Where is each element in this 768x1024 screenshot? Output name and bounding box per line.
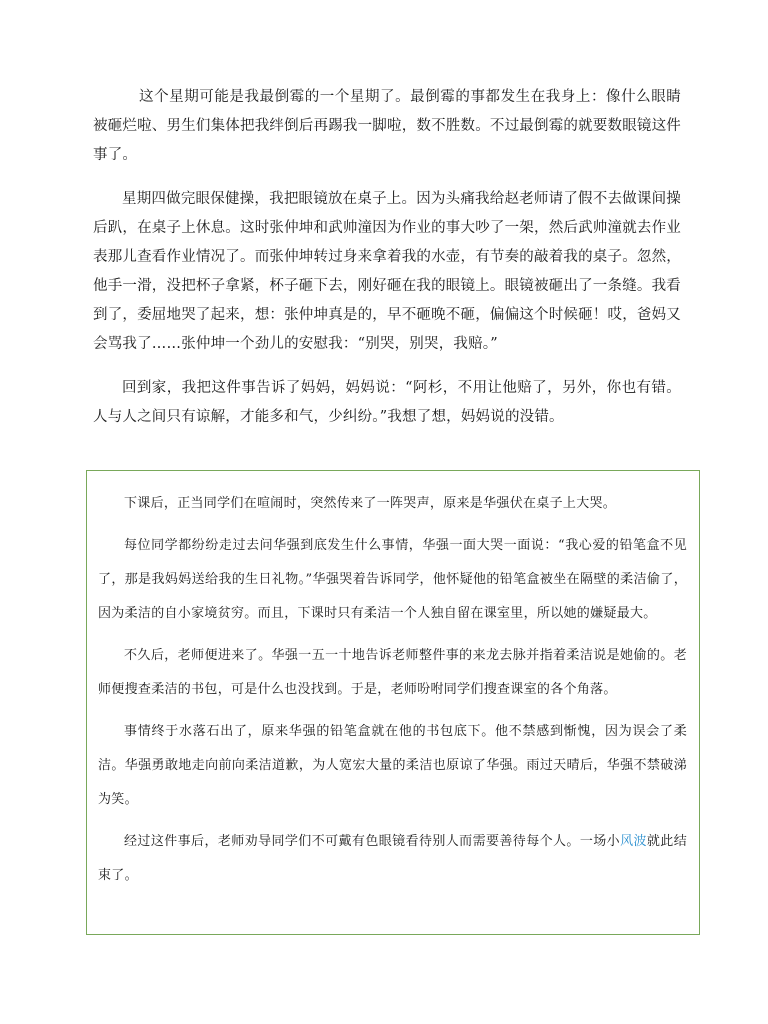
story-paragraph-2: 每位同学都纷纷走过去问华强到底发生什么事情，华强一面大哭一面说：“我心爱的铅笔盒不见了，那是我妈妈送给我的生日礼物。”华强哭着告诉同学，他怀疑他的铅笔盒被坐在隔壁的柔洁偷了，因为柔洁的自小家境贫穷。而且，下课时只有柔洁一个人独自留在课室里，所以她的嫌疑最大。 (98, 538, 687, 621)
storm-link[interactable]: 风波 (620, 834, 647, 849)
story-paragraph-5-start: 经过这件事后，老师劝导同学们不可戴有色眼镜看待别人而需要善待每个人。一场小 (124, 834, 621, 849)
story-paragraph-1: 下课后，正当同学们在喧闹时，突然传来了一阵哭声，原来是华强伏在桌子上大哭。 (124, 496, 617, 511)
essay-paragraph-2: 星期四做完眼保健操，我把眼镜放在桌子上。因为头痛我给赵老师请了假不去做课间操后趴，在桌子上休息。这时张仲坤和武帅潼因为作业的事大吵了一架，然后武帅潼就去作业表那儿查看作业情况了。而张仲坤转过身来拿着我的水壶，有节奏的敲着我的桌子。忽然，他手一滑，没把杯子拿紧，杯子砸下去，刚好砸在我的眼镜上。眼镜被砸出了一条缝。我看到了，委屈地哭了起来，想：张仲坤真是的，早不砸晚不砸，偏偏这个时候砸！哎，爸妈又会骂我了……张仲坤一个劲儿的安慰我：“别哭，别哭，我赔。” (93, 191, 681, 352)
story-paragraph-5-end: 就此结束了。 (98, 834, 688, 883)
essay-paragraph-3: 回到家，我把这件事告诉了妈妈，妈妈说：“阿杉，不用让他赔了，另外，你也有错。人与人之间只有谅解，才能多和气，少纠纷。”我想了想，妈妈说的没错。 (93, 380, 681, 425)
story-paragraph-4: 事情终于水落石出了，原来华强的铅笔盒就在他的书包底下。他不禁感到惭愧，因为误会了柔洁。华强勇敢地走向前向柔洁道歉，为人宽宏大量的柔洁也原谅了华强。雨过天晴后，华强不禁破涕为笑。 (98, 724, 687, 807)
story-text (98, 487, 687, 893)
story-paragraph-5 (98, 825, 687, 893)
essay-section (93, 83, 681, 447)
essay-paragraph-1: 这个星期可能是我最倒霉的一个星期了。最倒霉的事都发生在我身上：像什么眼睛被砸烂啦、男生们集体把我绊倒后再踢我一脚啦，数不胜数。不过最倒霉的就要数眼镜这件事了。 (93, 89, 681, 163)
story-box (86, 470, 700, 935)
story-paragraph-3: 不久后，老师便进来了。华强一五一十地告诉老师整件事的来龙去脉并指着柔洁说是她偷的。老师便搜查柔洁的书包，可是什么也没找到。于是，老师吩咐同学们搜查课室的各个角落。 (98, 648, 687, 697)
